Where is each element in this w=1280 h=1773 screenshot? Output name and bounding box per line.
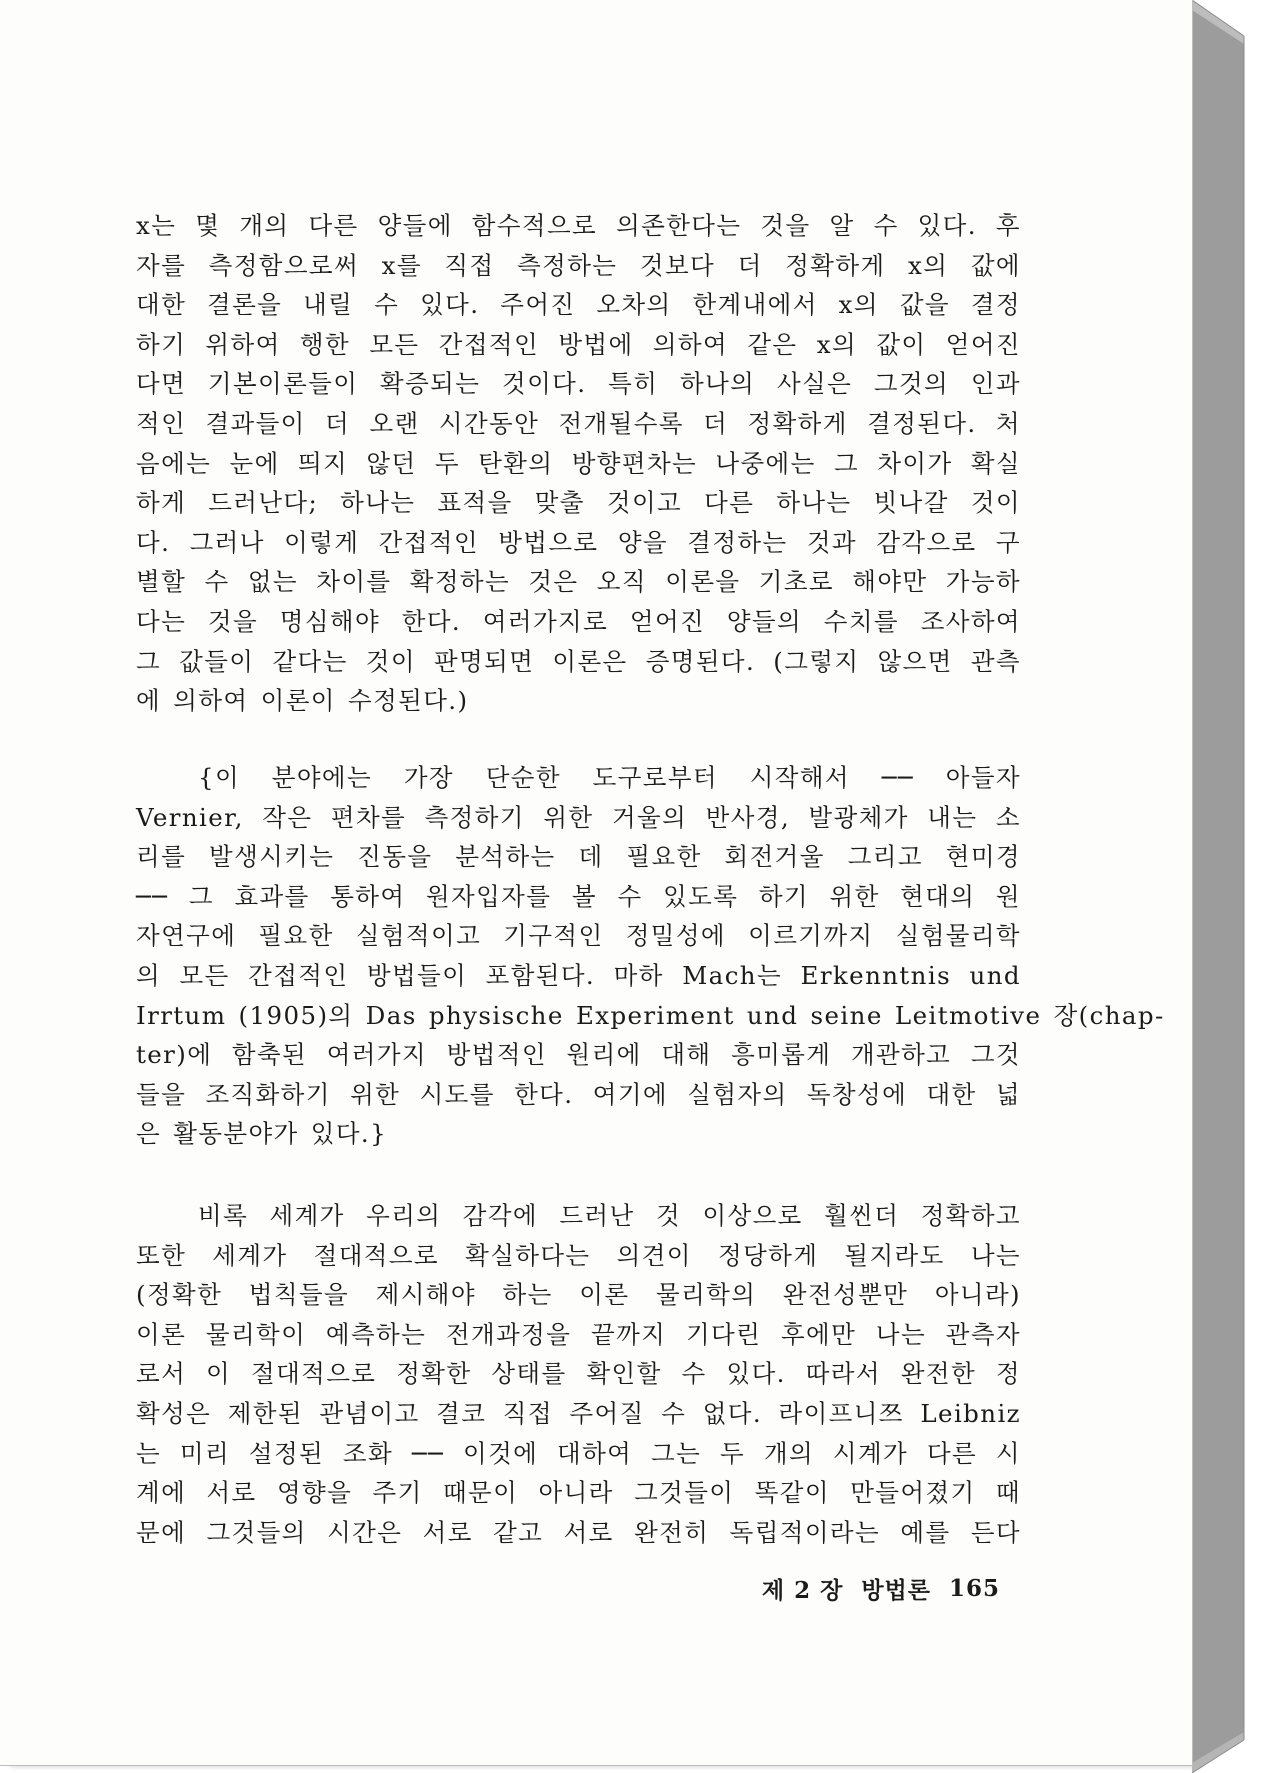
text-line: 다면 기본이론들이 확증되는 것이다. 특히 하나의 사실은 그것의 인과 <box>136 369 1021 399</box>
text-line: 적인 결과들이 더 오랜 시간동안 전개될수록 더 정확하게 결정된다. 처 <box>136 408 1021 438</box>
text-line: 하게 드러난다; 하나는 표적을 맞출 것이고 다른 하나는 빗나갈 것이 <box>136 488 1021 518</box>
text-line: 대한 결론을 내릴 수 있다. 주어진 오차의 한계내에서 x의 값을 결정 <box>136 290 1021 320</box>
text-line: (정확한 법칙들을 제시해야 하는 이론 물리학의 완전성뿐만 아니라) <box>136 1280 1021 1310</box>
text-line: 비록 세계가 우리의 감각에 드러난 것 이상으로 훨씬더 정확하고 <box>198 1201 1021 1230</box>
text-line: 그 값들이 같다는 것이 판명되면 이론은 증명된다. (그렇지 않으면 관측 <box>136 646 1021 676</box>
book-page-edge <box>1192 0 1244 1773</box>
text-line: Vernier, 작은 편차를 측정하기 위한 거울의 반사경, 발광체가 내는 소 <box>136 802 1021 832</box>
text-line: 리를 발생시키는 진동을 분석하는 데 필요한 회전거울 그리고 현미경 <box>136 842 1021 872</box>
text-line: 다. 그러나 이렇게 간접적인 방법으로 양을 결정하는 것과 감각으로 구 <box>136 527 1021 557</box>
text-line: {이 분야에는 가장 단순한 도구로부터 시작해서 ── 아들자 <box>198 763 1021 792</box>
text-line: 의 모든 간접적인 방법들이 포함된다. 마하 Mach는 Erkenntnis und <box>136 960 1021 990</box>
text-line: 또한 세계가 절대적으로 확실하다는 의견이 정당하게 될지라도 나는 <box>136 1240 1021 1270</box>
text-line: 들을 조직화하기 위한 시도를 한다. 여기에 실험자의 독창성에 대한 넓 <box>136 1079 1021 1109</box>
text-line: 문에 그것들의 시간은 서로 같고 서로 완전히 독립적이라는 예를 든다 <box>136 1517 1021 1547</box>
text-line: ── 그 효과를 통하여 원자입자를 볼 수 있도록 하기 위한 현대의 원 <box>136 881 1021 911</box>
text-line: 은 활동분야가 있다.} <box>136 1119 388 1149</box>
paragraph-3 <box>136 1196 1021 1552</box>
text-line: 이론 물리학이 예측하는 전개과정을 끝까지 기다린 후에만 나는 관측자 <box>136 1319 1021 1349</box>
text-line: 계에 서로 영향을 주기 때문이 아니라 그것들이 똑같이 만들어졌기 때 <box>136 1478 1021 1508</box>
text-line: Irrtum (1905)의 Das physische Experiment und seine Leitmotive 장(chap- <box>136 1000 1165 1030</box>
chapter-title: 방법론 <box>861 1576 931 1604</box>
text-line: 자연구에 필요한 실험적이고 기구적인 정밀성에 이르기까지 실험물리학 <box>136 921 1021 951</box>
text-line: 에 의하여 이론이 수정된다.) <box>136 686 469 716</box>
text-line: 음에는 눈에 띄지 않던 두 탄환의 방향편차는 나중에는 그 차이가 확실 <box>136 448 1021 478</box>
text-line: 하기 위하여 행한 모든 간접적인 방법에 의하여 같은 x의 값이 얻어진 <box>136 329 1021 359</box>
text-line: 별할 수 없는 차이를 확정하는 것은 오직 이론을 기초로 해야만 가능하 <box>136 567 1021 597</box>
page-number: 165 <box>948 1574 1000 1602</box>
text-line: 로서 이 절대적으로 정확한 상태를 확인할 수 있다. 따라서 완전한 정 <box>136 1359 1021 1389</box>
page-footer <box>760 1568 1000 1608</box>
text-line: 는 미리 설정된 조화 ── 이것에 대하여 그는 두 개의 시계가 다른 시 <box>136 1438 1021 1468</box>
text-line: ter)에 함축된 여러가지 방법적인 원리에 대해 흥미롭게 개관하고 그것 <box>136 1040 1021 1070</box>
text-line: 자를 측정함으로써 x를 직접 측정하는 것보다 더 정확하게 x의 값에 <box>136 250 1021 280</box>
text-line: 다는 것을 명심해야 한다. 여러가지로 얻어진 양들의 수치를 조사하여 <box>136 606 1021 636</box>
chapter-label: 제 2 장 <box>761 1576 844 1604</box>
text-line: 확성은 제한된 관념이고 결코 직접 주어질 수 없다. 라이프니쯔 Leibniz <box>136 1398 1021 1428</box>
paragraph-1 <box>136 206 1021 721</box>
paragraph-2 <box>136 758 1165 1154</box>
text-line: x는 몇 개의 다른 양들에 함수적으로 의존한다는 것을 알 수 있다. 후 <box>136 211 1021 240</box>
